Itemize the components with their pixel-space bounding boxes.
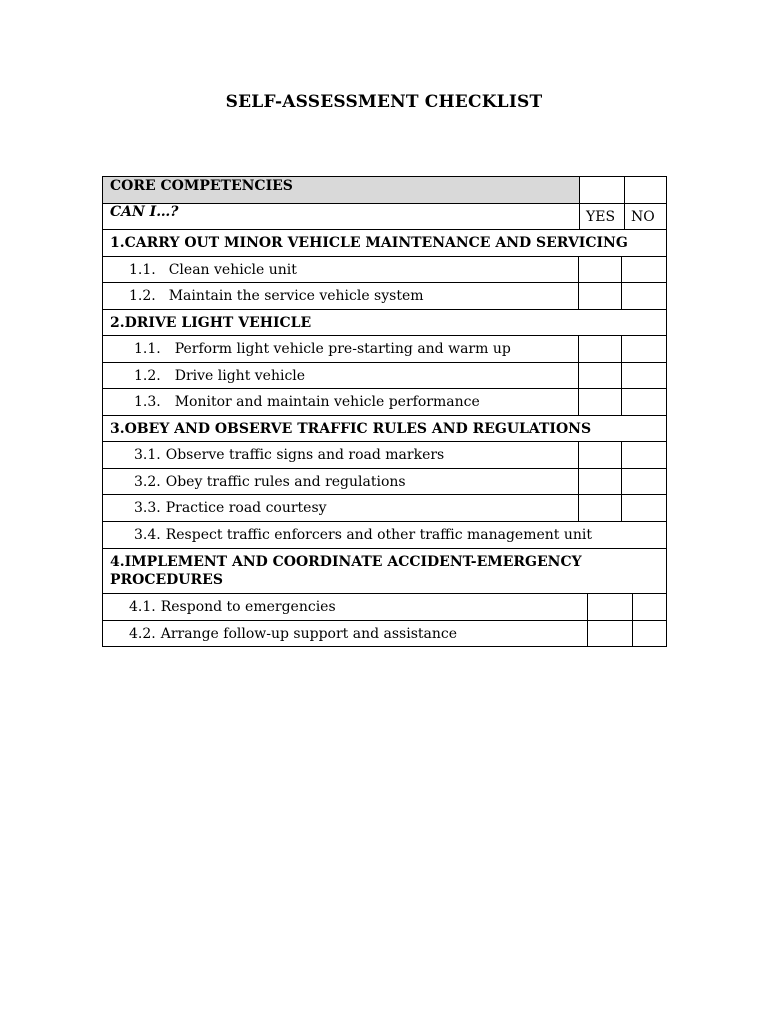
- item-label: Observe traffic signs and road markers: [165, 447, 445, 463]
- item-label-cell: [103, 283, 579, 309]
- section-row: [103, 310, 666, 336]
- item-number-label: [103, 257, 578, 282]
- item-label: Monitor and maintain vehicle performance: [174, 394, 480, 410]
- item-row: [103, 363, 666, 389]
- item-number-label: [103, 594, 587, 620]
- no-checkbox-cell[interactable]: [622, 442, 668, 468]
- item-row: [103, 495, 666, 522]
- item-label-cell: [103, 495, 579, 521]
- section-row: [103, 549, 666, 594]
- section-title: 2.DRIVE LIGHT VEHICLE: [110, 314, 312, 331]
- item-number: 3.2.: [134, 473, 161, 490]
- item-number: 4.1.: [129, 599, 156, 615]
- item-number: 1.3.: [134, 394, 161, 410]
- no-header: NO: [631, 208, 655, 225]
- item-label: Arrange follow-up support and assistance: [160, 626, 458, 642]
- item-number: 1.1.: [129, 261, 156, 278]
- item-label-cell: [103, 257, 579, 282]
- checklist-table: [102, 176, 667, 647]
- can-i-cell: [103, 204, 580, 229]
- yes-header-cell: [580, 204, 625, 229]
- section-row: [103, 230, 666, 257]
- item-number-label: [103, 389, 578, 415]
- no-checkbox-cell[interactable]: [633, 621, 668, 647]
- no-checkbox-cell[interactable]: [622, 363, 668, 388]
- item-row: [103, 283, 666, 310]
- section-title: 3.OBEY AND OBSERVE TRAFFIC RULES AND REGULATIONS: [110, 420, 592, 437]
- item-row: [103, 257, 666, 283]
- item-number: 1.1.: [134, 341, 161, 357]
- item-row: [103, 621, 666, 647]
- no-checkbox-cell[interactable]: [622, 283, 668, 309]
- item-label-cell: [103, 363, 579, 388]
- item-label: Practice road courtesy: [165, 500, 327, 516]
- item-row: [103, 442, 666, 469]
- no-checkbox-cell[interactable]: [622, 389, 668, 415]
- item-label: Obey traffic rules and regulations: [165, 473, 406, 490]
- yes-checkbox-cell[interactable]: [579, 363, 622, 388]
- item-number: 4.2.: [129, 626, 156, 642]
- document-title: SELF-ASSESSMENT CHECKLIST: [225, 92, 543, 112]
- yes-checkbox-cell[interactable]: [579, 283, 622, 309]
- no-checkbox-cell[interactable]: [633, 594, 668, 620]
- item-number-label: [103, 495, 578, 521]
- item-label: Drive light vehicle: [174, 367, 306, 384]
- item-row: [103, 522, 666, 549]
- no-checkbox-cell[interactable]: [622, 495, 668, 521]
- item-number: 1.2.: [129, 288, 156, 304]
- item-number: 3.1.: [134, 447, 161, 463]
- item-label: Clean vehicle unit: [168, 261, 297, 278]
- item-number-label: [103, 336, 578, 362]
- item-label-cell: [103, 389, 579, 415]
- item-number-label: [103, 621, 587, 647]
- item-label: Maintain the service vehicle system: [168, 288, 424, 304]
- no-checkbox-cell[interactable]: [622, 257, 668, 282]
- item-label: Respond to emergencies: [160, 599, 336, 615]
- item-row: [103, 469, 666, 495]
- core-competencies-cell: [103, 177, 580, 203]
- header-no-blank: [625, 177, 668, 203]
- header-row-can: [103, 204, 666, 230]
- item-number: 3.3.: [134, 500, 161, 516]
- yes-checkbox-cell[interactable]: [579, 257, 622, 282]
- item-number-label: [103, 442, 578, 468]
- item-number-label: [103, 522, 666, 548]
- yes-checkbox-cell[interactable]: [579, 495, 622, 521]
- item-label: Perform light vehicle pre-starting and warm up: [174, 341, 511, 357]
- yes-checkbox-cell[interactable]: [579, 469, 622, 494]
- section-title: 1.CARRY OUT MINOR VEHICLE MAINTENANCE AND SERVICING: [110, 235, 628, 251]
- no-checkbox-cell[interactable]: [622, 336, 668, 362]
- yes-checkbox-cell[interactable]: [588, 621, 633, 647]
- header-yes-blank: [580, 177, 625, 203]
- item-number-label: [103, 469, 578, 494]
- item-label-cell: [103, 336, 579, 362]
- item-label-cell: [103, 594, 588, 620]
- no-checkbox-cell[interactable]: [622, 469, 668, 494]
- item-number-label: [103, 283, 578, 309]
- yes-checkbox-cell[interactable]: [579, 336, 622, 362]
- yes-checkbox-cell[interactable]: [579, 389, 622, 415]
- can-i-label: CAN I…?: [110, 204, 179, 220]
- header-row-core: [103, 177, 666, 204]
- no-header-cell: [625, 204, 668, 229]
- item-label-cell: [103, 469, 579, 494]
- section-title: 4.IMPLEMENT AND COORDINATE ACCIDENT-EMERGENCY PROCEDURES: [110, 554, 582, 588]
- item-label: Respect traffic enforcers and other traffic management unit: [165, 527, 593, 543]
- yes-checkbox-cell[interactable]: [588, 594, 633, 620]
- yes-checkbox-cell[interactable]: [579, 442, 622, 468]
- item-number: 3.4.: [134, 527, 161, 543]
- item-row: [103, 336, 666, 363]
- item-number-label: [103, 363, 578, 388]
- yes-header: YES: [586, 208, 616, 225]
- item-row: [103, 594, 666, 621]
- item-row: [103, 389, 666, 416]
- item-label-cell: [103, 442, 579, 468]
- core-competencies-label: CORE COMPETENCIES: [110, 178, 293, 194]
- item-label-cell: [103, 621, 588, 647]
- section-row: [103, 416, 666, 442]
- item-number: 1.2.: [134, 367, 161, 384]
